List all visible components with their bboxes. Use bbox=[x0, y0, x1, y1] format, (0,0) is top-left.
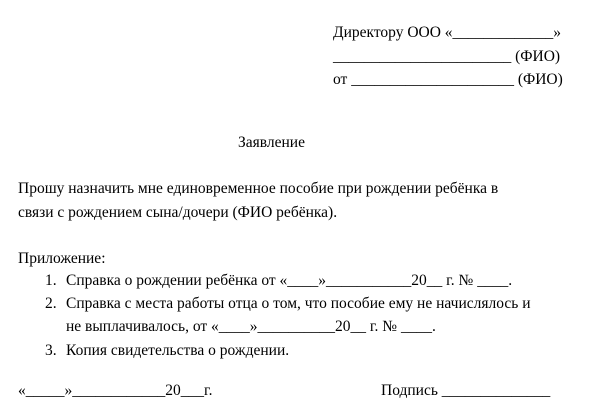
attachment-item-text: Справка с места работы отца о том, что пособие ему не начислялось и bbox=[66, 295, 531, 312]
body-paragraph-line-1: Прошу назначить мне единовременное пособие при рождении ребёнка в bbox=[18, 180, 499, 197]
attachments-heading: Приложение: bbox=[18, 250, 106, 267]
attachment-number: 2. bbox=[45, 295, 57, 312]
attachment-item-text: Копия свидетельства о рождении. bbox=[66, 342, 290, 359]
signature-line: Подпись ______________ bbox=[381, 382, 551, 399]
addressee-line-2: _______________________ (ФИО) bbox=[333, 48, 561, 65]
attachment-item-text-continued: не выплачивалось, от «____»__________20__ г. № ____. bbox=[66, 318, 436, 335]
attachment-item-text: Справка о рождении ребёнка от «____»___________20__ г. № ____. bbox=[66, 272, 513, 289]
body-paragraph-line-2: связи с рождением сына/дочери (ФИО ребёнка). bbox=[18, 204, 338, 221]
addressee-line-3: от _____________________ (ФИО) bbox=[333, 71, 563, 88]
attachment-number: 3. bbox=[45, 342, 57, 359]
document-title: Заявление bbox=[238, 134, 305, 151]
date-line: «_____»____________20___г. bbox=[18, 382, 213, 399]
attachment-number: 1. bbox=[45, 272, 57, 289]
addressee-line-1: Директору ООО «_____________» bbox=[333, 24, 562, 41]
